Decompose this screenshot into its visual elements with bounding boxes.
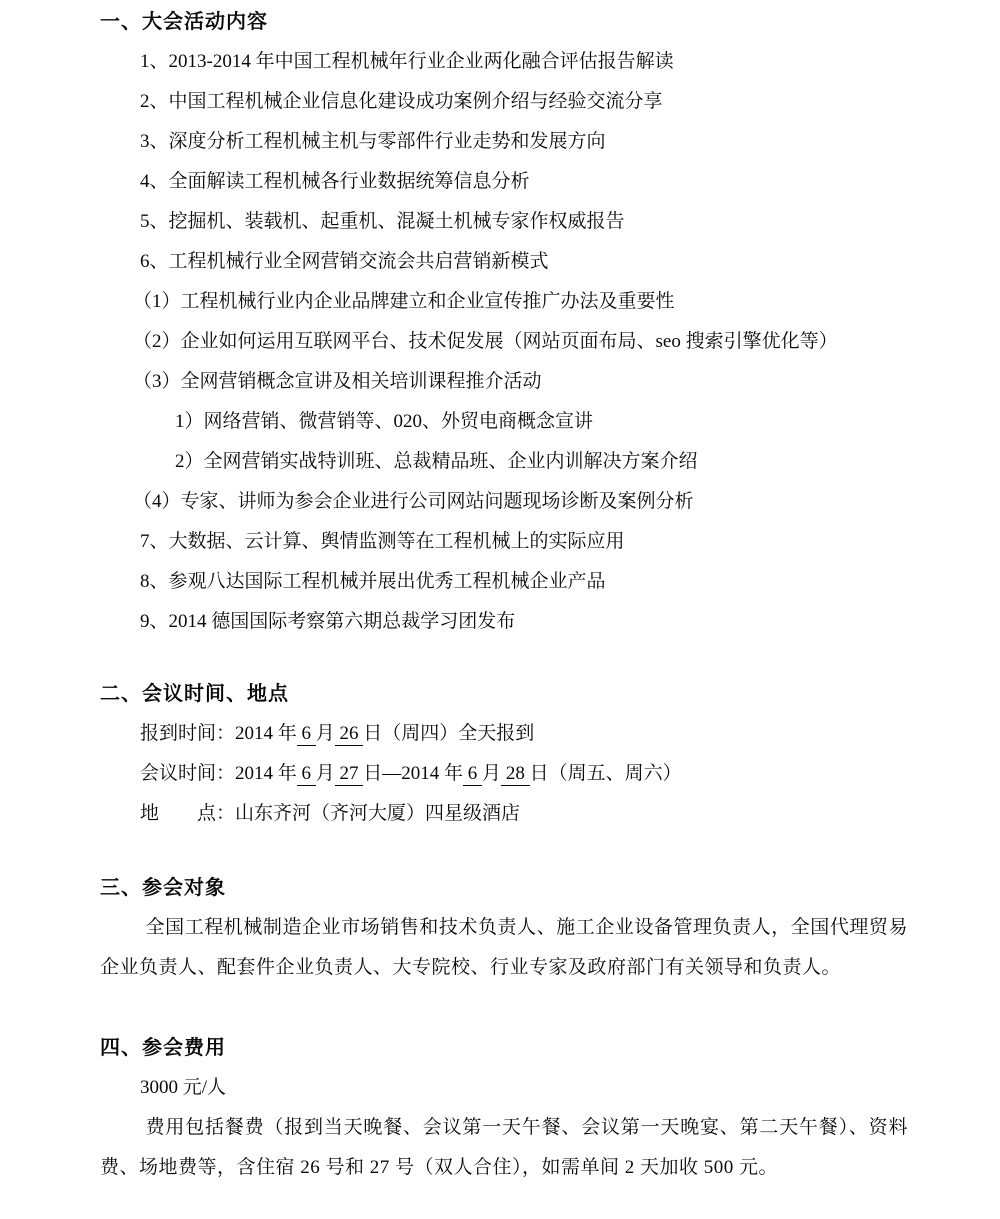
participants-paragraph: 全国工程机械制造企业市场销售和技术负责人、施工企业设备管理负责人，全国代理贸易企业负责人、配套件企业负责人、大专院校、行业专家及政府部门有关领导和负责人。 (100, 917, 908, 978)
section-agenda-heading: 一、大会活动内容 (100, 11, 268, 33)
agenda-item-6: 6、工程机械行业全网营销交流会共启营销新模式 (140, 251, 549, 272)
meeting-time-suffix: 日（周五、周六） (529, 763, 682, 784)
agenda-item-2: 2、中国工程机械企业信息化建设成功案例介绍与经验交流分享 (140, 91, 663, 112)
meeting-end-month-value: 6 (463, 763, 483, 784)
fee-details-paragraph: 费用包括餐费（报到当天晚餐、会议第一天午餐、会议第一天晚宴、第二天午餐）、资料费、场地费等，含住宿 26 号和 27 号（双人合住），如需单间 2 天加收 500 元。 (100, 1117, 908, 1178)
agenda-item-1: 1、2013-2014 年中国工程机械年行业企业两化融合评估报告解读 (140, 51, 674, 72)
meeting-start-month-label: 月 (315, 763, 335, 784)
checkin-month-label: 月 (315, 723, 335, 744)
meeting-end-day-value: 28 (501, 763, 530, 784)
agenda-item-6-3-1: 1）网络营销、微营销等、020、外贸电商概念宣讲 (175, 411, 594, 432)
meeting-time-prefix: 会议时间：2014 年 (140, 763, 297, 784)
checkin-time-line (140, 714, 908, 754)
meeting-end-month-label: 月 (482, 763, 502, 784)
section-participants-heading: 三、参会对象 (100, 877, 226, 899)
checkin-month-value: 6 (296, 723, 316, 744)
agenda-item-6-4: （4）专家、讲师为参会企业进行公司网站问题现场诊断及案例分析 (133, 491, 694, 512)
section-agenda (100, 2, 908, 642)
meeting-start-day-value: 27 (334, 763, 364, 784)
checkin-day-value: 26 (334, 723, 364, 744)
agenda-item-9: 9、2014 德国国际考察第六期总裁学习团发布 (140, 611, 516, 632)
meeting-time-line (140, 754, 908, 794)
fee-price-line: 3000 元/人 (140, 1077, 227, 1098)
agenda-item-6-3: （3）全网营销概念宣讲及相关培训课程推介活动 (133, 371, 542, 392)
agenda-item-6-2: （2）企业如何运用互联网平台、技术促发展（网站页面布局、seo 搜索引擎优化等） (133, 331, 838, 352)
agenda-item-8: 8、参观八达国际工程机械并展出优秀工程机械企业产品 (140, 571, 606, 592)
section-fees (100, 1028, 908, 1188)
agenda-item-6-1: （1）工程机械行业内企业品牌建立和企业宣传推广办法及重要性 (133, 291, 675, 312)
agenda-item-3: 3、深度分析工程机械主机与零部件行业走势和发展方向 (140, 131, 606, 152)
meeting-time-mid: 日—2014 年 (363, 763, 464, 784)
meeting-start-month-value: 6 (296, 763, 316, 784)
section-participants (100, 868, 908, 988)
section-time-location (100, 674, 908, 834)
agenda-item-4: 4、全面解读工程机械各行业数据统筹信息分析 (140, 171, 530, 192)
section-fees-heading: 四、参会费用 (100, 1037, 226, 1059)
agenda-item-7: 7、大数据、云计算、舆情监测等在工程机械上的实际应用 (140, 531, 625, 552)
checkin-time-prefix: 报到时间：2014 年 (140, 723, 297, 744)
checkin-time-suffix: 日（周四）全天报到 (363, 723, 535, 744)
agenda-item-5: 5、挖掘机、装载机、起重机、混凝土机械专家作权威报告 (140, 211, 625, 232)
section-time-location-heading: 二、会议时间、地点 (100, 683, 289, 705)
location-line: 地 点：山东齐河（齐河大厦）四星级酒店 (140, 803, 521, 824)
agenda-item-6-3-2: 2）全网营销实战特训班、总裁精品班、企业内训解决方案介绍 (175, 451, 698, 472)
